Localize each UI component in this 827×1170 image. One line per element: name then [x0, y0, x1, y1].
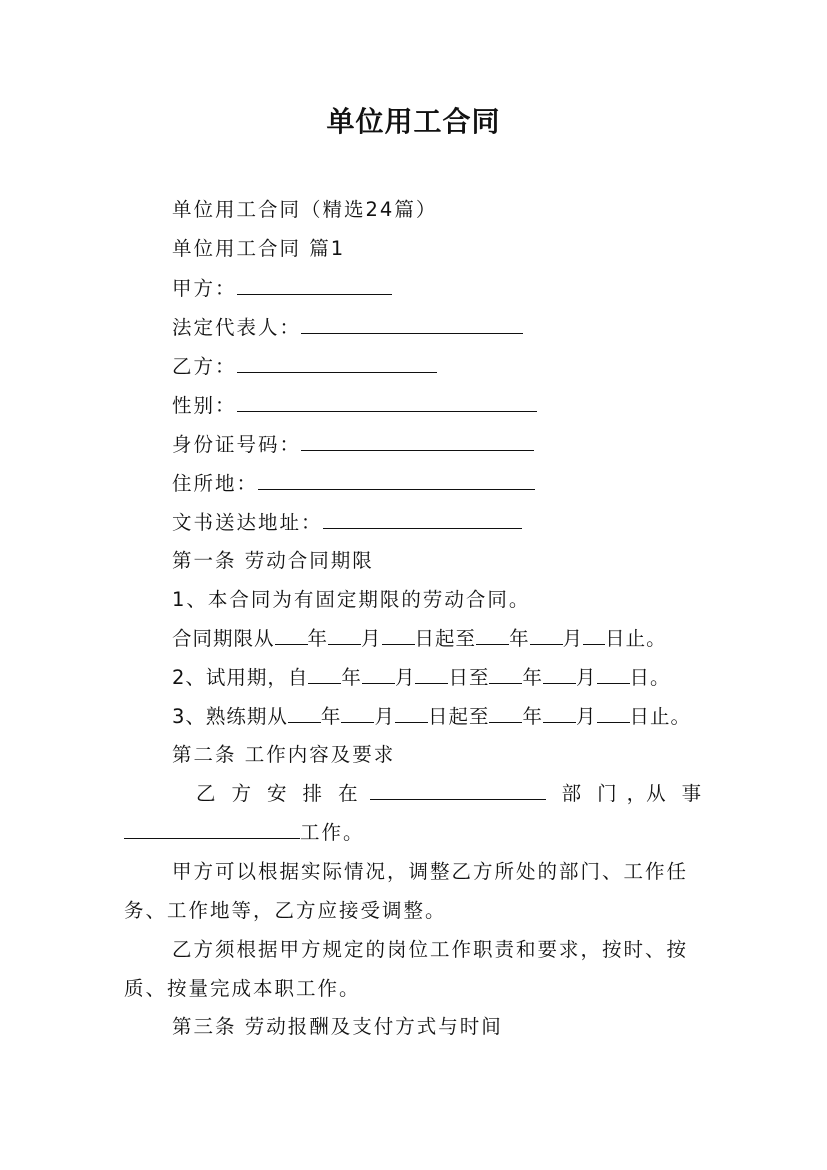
gender-label: 性别： — [172, 394, 237, 417]
duty-para-line-1: 乙方须根据甲方规定的岗位工作职责和要求，按时、按 — [172, 938, 689, 961]
party-b-blank — [237, 355, 437, 373]
gender-field — [172, 393, 537, 419]
id-number-field — [172, 432, 534, 458]
probation-line: 2、试用期，自 年 月 日至 年 月 日。 — [172, 666, 671, 689]
duty-para-line-2: 质、按量完成本职工作。 — [124, 977, 361, 1000]
address-label: 住所地： — [172, 472, 259, 495]
adjustment-para-line-2: 务、工作地等，乙方应接受调整。 — [124, 899, 447, 922]
article-1-heading: 第一条 劳动合同期限 — [172, 549, 374, 572]
arrangement-line-1: 乙 方 安 排 在 部 门 ，从 事 — [196, 782, 702, 805]
party-a-blank — [237, 277, 392, 295]
party-a-field — [172, 276, 392, 302]
article-2-heading: 第二条 工作内容及要求 — [172, 743, 396, 766]
service-address-blank — [323, 511, 522, 529]
article-3-heading: 第三条 劳动报酬及支付方式与时间 — [172, 1015, 503, 1038]
address-field — [172, 471, 535, 497]
job-blank — [124, 821, 300, 839]
id-number-blank — [301, 433, 534, 451]
adjustment-para-line-1: 甲方可以根据实际情况，调整乙方所处的部门、工作任 — [172, 860, 689, 883]
document-subtitle: 单位用工合同（精选24篇） — [172, 198, 438, 221]
party-a-label: 甲方： — [172, 277, 237, 300]
service-address-field — [172, 510, 522, 536]
party-b-field — [172, 354, 437, 380]
gender-blank — [237, 394, 537, 412]
party-b-label: 乙方： — [172, 355, 237, 378]
legal-rep-field — [172, 315, 523, 341]
article-1-item-1: 1、本合同为有固定期限的劳动合同。 — [172, 588, 531, 611]
id-number-label: 身份证号码： — [172, 433, 302, 456]
proficiency-line: 3、熟练期从 年 月 日起至 年 月 日止。 — [172, 705, 692, 728]
service-address-label: 文书送达地址： — [172, 511, 323, 534]
department-blank — [370, 782, 546, 800]
contract-term-line: 合同期限从 年 月 日起至 年 月 日止。 — [172, 627, 667, 650]
document-title: 单位用工合同 — [326, 105, 501, 138]
legal-rep-blank — [301, 316, 523, 334]
address-blank — [258, 472, 535, 490]
legal-rep-label: 法定代表人： — [172, 316, 302, 339]
arrangement-line-2: 工作。 — [124, 820, 365, 846]
section-title: 单位用工合同 篇1 — [172, 237, 346, 260]
